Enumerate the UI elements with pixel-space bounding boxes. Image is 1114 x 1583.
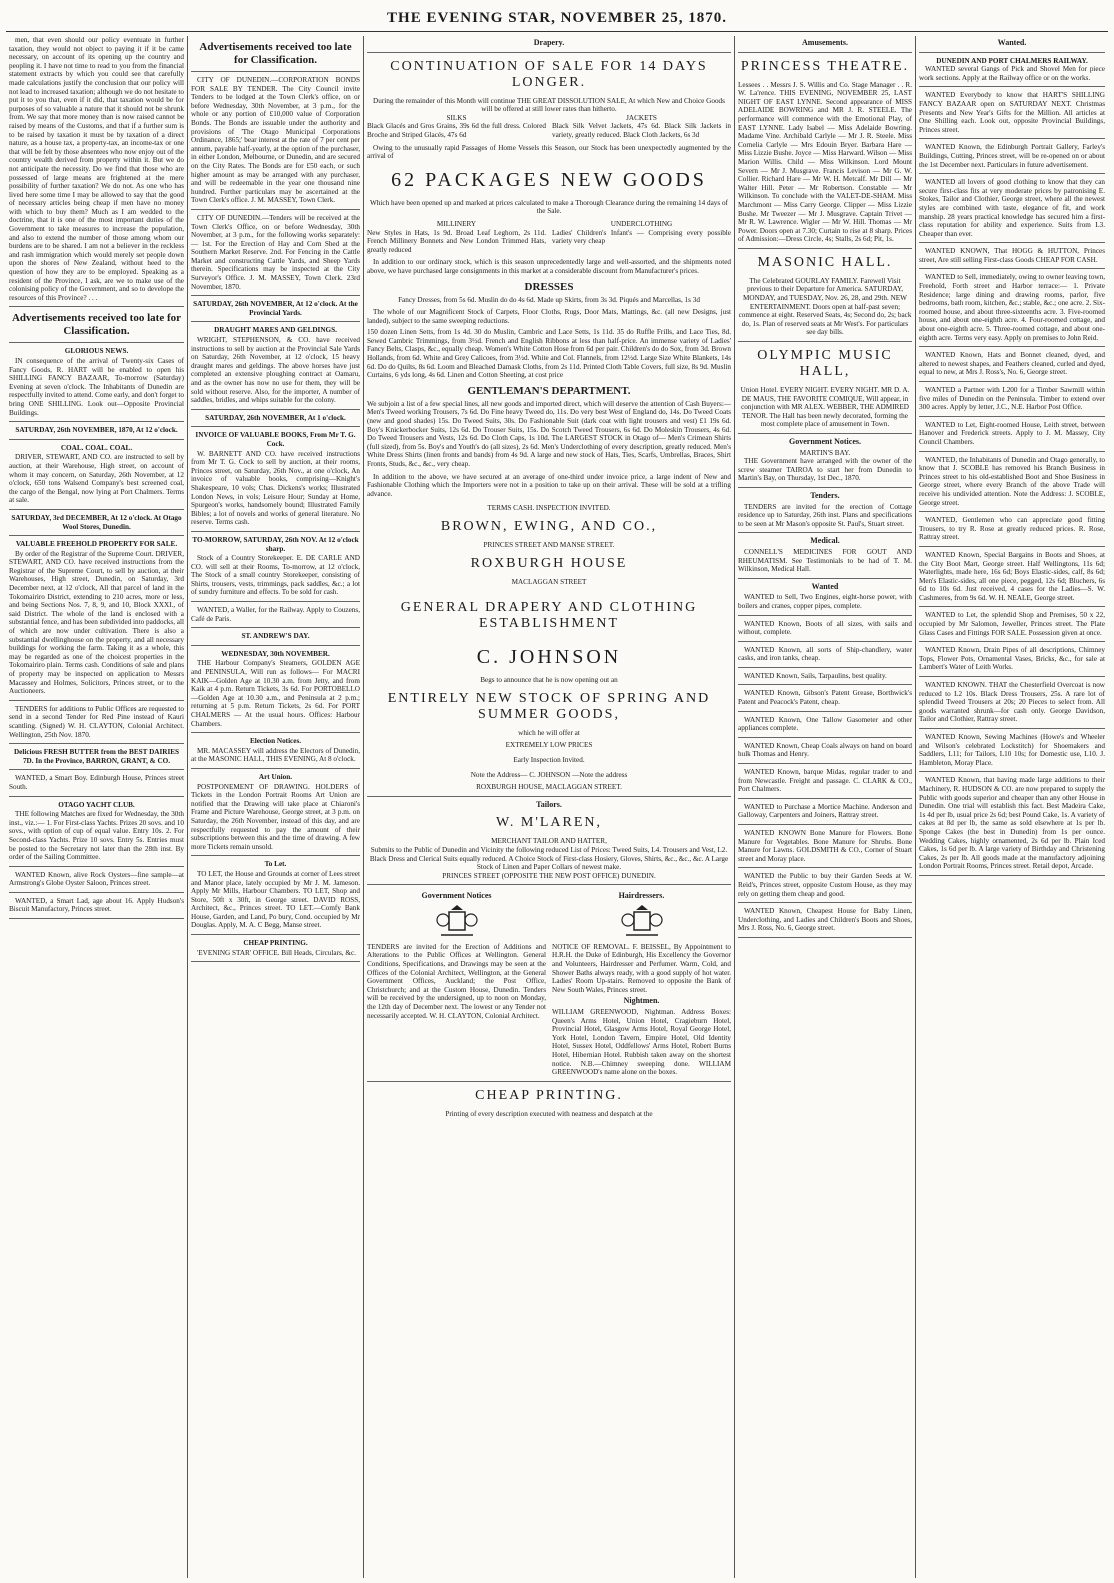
wanted-item: WANTED to Let, Eight-roomed House, Leith street, between Hanover and Frederick streets. Apply to J. M. Massey, City Council Chambers. bbox=[919, 420, 1105, 446]
newspaper-title: THE EVENING STAR, NOVEMBER 25, 1870. bbox=[387, 10, 727, 26]
ad-body: IN consequence of the arrival of Twenty-six Cases of Fancy Goods, R. HART will be enabled to open his SHILLING FANCY BAZAAR, To-morrow (Saturday) Evening at seven o'clock. The Inhabitants of Dunedin are respectfully invited to attend. Come early, and don't forget to bring ONE SHILLING. Look out—Opposite Provincial Buildings. bbox=[9, 357, 184, 417]
column-4 bbox=[734, 36, 915, 1578]
closing-paragraph: In addition to the above, we have secured at an average of one-third under invoice price, a large indent of New and Fashionable Clothing which the Importers were not in a position to take up on their arrival. These will be sold at a trifling advance. bbox=[367, 472, 731, 498]
classified-ad bbox=[191, 414, 360, 428]
ad-heading: SATURDAY, 26th NOVEMBER, 1870, At 12 o'clock. bbox=[15, 426, 178, 435]
divider bbox=[738, 684, 912, 685]
gents-heading: GENTLEMAN'S DEPARTMENT. bbox=[467, 384, 631, 397]
section-wanted: Wanted. bbox=[997, 38, 1027, 47]
ad-body: TO LET, the House and Grounds at corner of Lees street and Manor place, lately occupied by Mr J. M. Jameson. Apply Mr Mills, Harbour Chambers. TO LET, Shop and Store, 50ft x 30ft, in George street. DAVID ROSS, Architect, &c., Princes street. TO LET.—Comfy Bank House, Garden, and Land, Po bury, Cond. occupied by Mr Douglas. Apply, M. A. C Begg, Manse street. bbox=[191, 869, 360, 930]
silks-body: Black Glacés and Gros Grains, 39s 6d the full dress. Colored Broche and Striped Glacés, 47s 6d bbox=[367, 122, 546, 139]
divider bbox=[919, 381, 1105, 382]
ad-body: WANTED, a Smart Boy. Edinburgh House, Princes street South. bbox=[9, 774, 184, 791]
ad-body: W. BARNETT AND CO. have received instructions from Mr T. G. Cock to sell by auction, at their rooms, Princes street, on Saturday, 26th Nov., at one o'clock, An invoice of valuable books, comprising—Knight's Shakespeare, 10 vols; Chas. Dickens's works; Illustrated London News, in vols; Leisure Hour; Sunday at Home, Spurgeon's works, handsomely bound; Illustrated Family Bibles; a lot of novels and works of general literature. No reserve. Terms cash. bbox=[191, 449, 360, 527]
ad-body: THE Harbour Company's Steamers, GOLDEN AGE and PENINSULA, Will run as follows— For MACRI KAIK—Golden Age at 10.30 a.m. from Jetty, and from Kaik at 4 p.m. Return Tickets, 3s 6d. For PORTOBELLO—Golden Age at 10.30 a.m., and Peninsula at 2 p.m.; returning at 5 p.m. Return Tickets, 2s 6d. For PORT CHALMERS — At the usual hours. Offices: Harbour Chambers. bbox=[191, 659, 360, 728]
classified-ad bbox=[9, 705, 184, 744]
divider bbox=[9, 342, 184, 343]
underclothing-heading: UNDERCLOTHING bbox=[610, 219, 673, 228]
divider bbox=[191, 645, 360, 646]
classified-ad bbox=[191, 214, 360, 296]
divider bbox=[738, 52, 912, 53]
classified-ad bbox=[9, 540, 184, 701]
wanted-item: WANTED Known, Boots of all sizes, with sails and without, complete. bbox=[738, 619, 912, 637]
ad-body: CITY OF DUNEDIN.—Tenders will be received at the Town Clerk's Office, on or before Wednesday, 30th November, at 3 p.m., for the following works separately:— 1st. For the Erection of Hay and Corn Shed at the Southern Market Reserve. 2nd. For Fencing in the Cattle Market and constructing Cattle Yards, and Sheep Yards therein. Specifications may be inspected at the City Surveyor's Office. J. M. MASSEY, Town Clerk. 23rd November, 1870. bbox=[191, 213, 360, 291]
masonic-hall-heading: MASONIC HALL. bbox=[757, 254, 893, 270]
wanted-item: WANTED to Purchase a Mortice Machine. Anderson and Galloway, Carpenters and Joiners, Rattray street. bbox=[738, 802, 912, 820]
ad-heading: TO-MORROW, SATURDAY, 26th NOV. At 12 o'clock sharp. bbox=[192, 535, 359, 553]
railway-heading: DUNEDIN AND PORT CHALMERS RAILWAY. bbox=[936, 56, 1088, 65]
divider bbox=[738, 902, 912, 903]
ad-body: WRIGHT, STEPHENSON, & CO. have received instructions to sell by auction at the Provincial Sale Yards on Saturday, 26th November, at 12 o'clock, 15 heavy draught mares and geldings. The above horses have just completed an extensive ploughing contract at Oamaru, and as the owner has now no use for them, they will be sold without reserve. Also, for the importer, A number of saddles, bridles, and whips suitable for the colony. bbox=[191, 336, 360, 405]
wanted-item: WANTED to Sell, Two Engines, eight-horse power, with boilers and cranes, copper pipes, complete. bbox=[738, 593, 912, 610]
divider bbox=[919, 606, 1105, 607]
divider bbox=[191, 409, 360, 410]
section-medical: Medical. bbox=[810, 536, 840, 546]
section-late-heading: Advertisements received too late for Classification. bbox=[11, 312, 181, 338]
johnson-intro: Begs to announce that he is now opening out an bbox=[480, 676, 618, 685]
sale-intro: During the remainder of this Month will continue THE GREAT DISSOLUTION SALE, At which New and Choice Goods will be offered at still lower rates than hitherto. bbox=[373, 96, 725, 114]
wanted-item: WANTED Known, barque Midas, regular trader to and from Newcastle. Freight and passage. C. CLARK & CO., Port Chalmers. bbox=[738, 768, 912, 794]
johnson-inspect: Early Inspection Invited. bbox=[513, 755, 585, 764]
silks-heading: SILKS bbox=[446, 113, 467, 122]
ad-heading: GLORIOUS NEWS. bbox=[64, 347, 129, 356]
divider bbox=[9, 535, 184, 536]
section-tenders: Tenders. bbox=[810, 490, 840, 500]
section-tailors: Tailors. bbox=[536, 799, 562, 809]
divider bbox=[919, 173, 1105, 174]
wanted-item: WANTED to Let, the splendid Shop and Premises, 50 x 22, occupied by Mr Salomon, Jeweller, Princes street. The Plate Glass Cases and Fittings FOR SALE. Possession given at once. bbox=[919, 611, 1105, 637]
gents-body: We subjoin a list of a few special lines, all new goods and imported direct, which will deserve the attention of Cash Buyers:— Men's Tweed working Trousers, 7s 6d. Do Fine heavy Tweed do, 11s. Do very best West of England do, 14s. Do Tweed Coats (new and good shades) 15s. Do Tweed Suits, 30s. Do Fashionable Suit (dark coat with light trousers and vest) £1 19s 6d. Boy's Knickerbocker Suits, 12s 6d. Do Trouser Suits, 15s. Do Scotch Tweed Trousers, 6s 6d. Do Moleskin Trousers, 4s 6d. Do Tweed Trousers and Vests, 12s 6d. Do Cloth Caps, 1s 10d. The LARGEST STOCK in Otago of— Men's Crimean Shirts (full sized), from 5s. Boy's and Youth's do (all sizes), 2s 6d. Men's Underclothing of every description, greatly reduced. Men's White Dress Shirts (linen fronts and bands) from 4s 9d. A large and new stock of Hats, Ties, Scarfs, Umbrellas, Braces, Shirt Fronts, Studs, &c., &c., very cheap. bbox=[367, 399, 731, 468]
section-government: Government Notices. bbox=[789, 437, 861, 446]
wanted-item: WANTED Known, that having made large additions to their Machinery, R. HUDSON & CO. are now prepared to supply the Public with goods superior and cheaper than any other House in Dunedin. One trial will establish this fact. Best Madeira Cake, 1s 4d per lb, usual price 2s 6d; best Pound Cake, 1s. A variety of cakes at 8d per lb, the same as sold elsewhere at 1s per lb. Sponge Cakes (the best in Dunedin) from 1s per ounce. Wedding Cakes, highly ornamented, 2s 6d per lb. Plain Iced Cakes, 1s 6d per lb. A large variety of Birthday and Christening Cakes, 2s per lb. All goods made at the manufactory adjoining London Portrait Rooms, Princes street. Retail depot, Arcade. bbox=[919, 776, 1105, 871]
wanted-item: WANTED several Gangs of Pick and Shovel Men for piece work sections. Apply at the Railway office or on the works. bbox=[919, 65, 1105, 82]
classified-ad bbox=[9, 774, 184, 796]
divider bbox=[367, 796, 731, 797]
classified-ad bbox=[9, 801, 184, 867]
divider bbox=[9, 796, 184, 797]
divider bbox=[919, 138, 1105, 139]
column-1 bbox=[6, 36, 187, 1578]
divider bbox=[191, 426, 360, 427]
wanted-item: WANTED Known, Cheap Coals always on hand on board hulk Thomas and Henry. bbox=[738, 741, 912, 759]
divider bbox=[919, 641, 1105, 642]
divider bbox=[738, 487, 912, 488]
wanted-item: WANTED Known, Sewing Machines (Howe's and Wheeler and Wilson's celebrated Lockstitch) for Shoemakers and Saddlers, L11; for Tailors, L10 10s; for Domestic use, L10. J. Hambleton, Moray Place. bbox=[919, 733, 1105, 767]
divider bbox=[738, 641, 912, 642]
brown-ewing-address: PRINCES STREET AND MANSE STREET. bbox=[483, 540, 615, 549]
classified-ad bbox=[9, 748, 184, 770]
section-hairdressers: Hairdressers. bbox=[618, 891, 665, 901]
millinery-body: New Styles in Hats, 1s 9d. Broad Leaf Leghorn, 2s 11d. French Millinery Bonnets and New London Trimmed Hats, greatly reduced bbox=[367, 228, 546, 254]
ad-body: DRIVER, STEWART, AND CO. are instructed to sell by auction, at their Warehouse, High street, on account of whom it may concern, on Saturday, 26th November, at 12 o'clock, 650 tons Walsend Company's best screened coal, the cargo of the Bengal, now lying at Port Chalmers. Terms at sale. bbox=[9, 453, 184, 505]
classified-ad bbox=[191, 431, 360, 532]
tailor-heading: W. M'LAREN, bbox=[495, 815, 603, 831]
ad-body: THE following Matches are fixed for Wednesday, the 30th inst., viz.:— 1. For First-class Yachts. Prizes 20 sovs. and 10 sovs., with option of cup of equal value. Entry 10s. 2. For Second-class Yachts. Prize 10 sovs. Entry 5s. Entries must be posted to the Secretary not later than the 28th inst. By order of the Sailing Committee. bbox=[9, 810, 184, 862]
ad-heading: SATURDAY, 3rd DECEMBER, At 12 o'clock. At Otago Wool Stores, Dunedin. bbox=[11, 513, 182, 531]
ad-heading: COAL. COAL. COAL. bbox=[60, 443, 133, 452]
johnson-address: ROXBURGH HOUSE, MACLAGGAN STREET. bbox=[476, 783, 622, 792]
cheap-printing-body: Printing of every description executed with neatness and despatch at the bbox=[445, 1109, 653, 1118]
divider bbox=[919, 52, 1105, 53]
divider bbox=[738, 578, 912, 579]
section-nightmen: Nightmen. bbox=[623, 996, 660, 1006]
linen-list: 150 dozen Linen Setts, from 1s 4d. 30 do Muslin, Cambric and Lace Setts, 1s 11d. 35 do Ruffle Frills, and Lace Ties, 8d. Sewed Cambric Trimmings, from 3½d. French and English Ribbons at less than half-price. An immense variety of Ladies' Fancy Belts, Clasps, &c., equally cheap. Women's White Cotton Hose from 6d per pair. Children's do do Sox, from 3d. Brown Hollands, from 6d. White and Grey Calicoes, from 3½d. White and Col. Flannels, from 12½d. Large Size White Blankets, 14s 6d. Do do Quilts, 8s 6d. Loom and Bleached Damask Cloths, from 2s 11d. Printed Cloth Table Covers, full size, 8s 9d. Muslin Curtains, 6 yds long, 4s 6d. Linen and Cotton Sheeting, at cost price bbox=[367, 328, 731, 380]
medical-body: CONNELL'S MEDICINES FOR GOUT AND RHEUMATISM. See Testimonials to be had of T. M. Wilkinson, Medical Hall. bbox=[738, 547, 912, 574]
ad-heading: INVOICE OF VALUABLE BOOKS, From Mr T. G. Cock. bbox=[195, 431, 356, 448]
wanted-item: WANTED, Gentlemen who can appreciate good fitting Trousers, to try R. Rose at greatly reduced prices. R. Rose, Rattray street. bbox=[919, 516, 1105, 542]
olympic-hall-heading: OLYMPIC MUSIC HALL, bbox=[757, 348, 893, 380]
roxburgh-sub: MACLAGGAN STREET bbox=[511, 577, 587, 586]
masthead-rule bbox=[6, 31, 1108, 32]
tailor-address: PRINCES STREET (OPPOSITE THE NEW POST OFFICE) DUNEDIN. bbox=[442, 871, 656, 880]
ad-heading: Election Notices. bbox=[249, 737, 302, 746]
divider bbox=[9, 866, 184, 867]
divider bbox=[191, 601, 360, 602]
classified-ad bbox=[9, 871, 184, 893]
johnson-prices: EXTREMELY LOW PRICES bbox=[505, 741, 593, 750]
divider bbox=[191, 768, 360, 769]
classified-ad bbox=[191, 650, 360, 733]
section-government: Government Notices bbox=[421, 891, 492, 901]
classified-ad bbox=[191, 326, 360, 409]
underclothing-body: Ladies' Children's Infant's — Comprising every possible variety very cheap bbox=[552, 228, 731, 246]
divider bbox=[919, 416, 1105, 417]
classified-ad bbox=[191, 76, 360, 210]
divider bbox=[9, 306, 184, 307]
wanted-item: WANTED KNOWN. THAT the Chesterfield Overcoat is now reduced to L2 10s. Black Dress Trousers, 25s. A rare lot of splendid Tweed Trousers at 20s; 20 Pieces to select from. All goods warranted shrunk—for cash only. George Davidson, Tailor and Clothier, Rattray street. bbox=[919, 681, 1105, 724]
ad-body: POSTPONEMENT OF DRAWING. HOLDERS of Tickets in the London Portrait Rooms Art Union are notified that the Drawing will take place at Chiaroni's Frame and Picture Warehouse, George street, at 3 p.m. on Saturday, the 26th November, instead of this day, and are respectfully requested to pay the amount of their subscriptions between this and the time of drawing. A few more Tickets remain unsold. bbox=[191, 782, 360, 851]
wanted-item: WANTED KNOWN Bone Manure for Flowers. Bone Manure for Vegetables. Bone Manure for Shrubs. Bone Manure for Lawns. GOLDSMITH & CO., Corner of Stuart street and Moray place. bbox=[738, 829, 912, 863]
ad-heading: DRAUGHT MARES AND GELDINGS. bbox=[214, 326, 337, 335]
divider bbox=[9, 743, 184, 744]
ad-heading: SATURDAY, 26th NOVEMBER, At 12 o'clock. At the Provincial Yards. bbox=[193, 300, 358, 317]
divider bbox=[738, 867, 912, 868]
wanted-list bbox=[738, 593, 912, 938]
section-amusements: Amusements. bbox=[802, 38, 848, 47]
divider bbox=[191, 961, 360, 962]
classified-ad bbox=[9, 897, 184, 919]
divider bbox=[919, 875, 1105, 876]
wanted-item: WANTED Known, One Tallow Gasometer and other appliances complete. bbox=[738, 715, 912, 733]
section-drapery: Drapery. bbox=[533, 38, 565, 47]
wanted-item: WANTED to Sell, immediately, owing to owner leaving town, Freehold, Forth street and Harbor terrace:— 1. Private Residence; large dining and drawing rooms, parlor, five bedrooms, bath room, kitchen, &c.; stable, &c.; one acre. 2. Six-roomed house, and about three-sixteenths acre. 3. Five-roomed house, and about one-eighth acre. 4. Four-roomed cottage, and about one-eighth acre. 5. Three-roomed cottage, and about one-eighth acre. Terms very easy. Apply on premises to John Reid. bbox=[919, 273, 1105, 342]
ad-heading: OTAGO YACHT CLUB. bbox=[58, 800, 135, 809]
wanted-item: WANTED Known, Hats and Bonnet cleaned, dyed, and altered to newest shapes, and Feathers cleaned, curled and dyed, equal to new, at Mrs J. Ross's, No. 6, George street. bbox=[919, 351, 1105, 377]
bottom-notices bbox=[367, 889, 731, 1077]
classified-ad bbox=[191, 939, 360, 962]
divider bbox=[191, 531, 360, 532]
divider bbox=[919, 728, 1105, 729]
divider bbox=[9, 700, 184, 701]
brown-ewing-heading: BROWN, EWING, AND CO., bbox=[440, 518, 658, 534]
divider bbox=[9, 769, 184, 770]
divider bbox=[738, 824, 912, 825]
divider bbox=[9, 439, 184, 440]
column-5 bbox=[915, 36, 1108, 1578]
divider bbox=[9, 892, 184, 893]
royal-crest-icon bbox=[618, 904, 666, 940]
classified-ad bbox=[191, 300, 360, 322]
carpet-paragraph: The whole of our Magnificent Stock of Carpets, Floor Cloths, Rugs, Door Mats, Mattings, &c. (all new Designs, just landed), subject to the same sweeping reductions. bbox=[367, 308, 731, 325]
terms: TERMS CASH. INSPECTION INVITED. bbox=[487, 504, 611, 513]
divider bbox=[9, 421, 184, 422]
divider bbox=[191, 627, 360, 628]
classified-ad bbox=[191, 737, 360, 769]
ad-body: WANTED, a Waller, for the Railway. Apply to Couzens, Café de Paris. bbox=[191, 606, 360, 623]
wanted-item: WANTED Known, Cheapest House for Baby Linen, Underclothing, and Ladies and Children's Boots and Shoes, Mrs J. Ross, No. 6, George street. bbox=[738, 907, 912, 933]
jackets-heading: JACKETS bbox=[626, 113, 657, 122]
tailor-sub: MERCHANT TAILOR AND HATTER, bbox=[491, 837, 607, 846]
jackets-body: Black Silk Velvet Jackets, 47s 6d. Black Silk Jackets in variety, greatly reduced. Black Cloth Jackets, 6s 3d bbox=[552, 122, 731, 139]
classified-list bbox=[9, 347, 184, 919]
divider bbox=[367, 52, 731, 53]
ad-body: Stock of a Country Storekeeper. E. DE CARLE AND CO. will sell at their Rooms, To-morrow, at 12 o'clock, The Stock of a small country Storekeeper, consisting of Shirts, trousers, vests, trimmings, pack saddles, &c.; a lot of sundry furniture and effects. To be sold for cash. bbox=[191, 554, 360, 597]
divider bbox=[738, 341, 912, 342]
ad-body: By order of the Registrar of the Supreme Court. DRIVER, STEWART, AND CO. have received instructions from the Registrar of the Supreme Court, to sell by auction, at their Warehouses, High street, Dunedin, on Saturday, 3rd December next, at 12 o'clock, All that parcel of land in the Tokomairiro District, extending to 210 acres, more or less, and being Sections Nos. 7, 8, 9, and 10, Block XXXI., of said District. The whole of the land is enclosed with a substantial fence, and has been subdivided into paddocks, all of which are now under cultivation. There is also a substantial dwellinghouse on the property, and all necessary buildings for working the farm. Taking it as a whole, this may be regarded as one of the choicest properties in the Tokomairiro plain. Terms cash. Conditions of sale and plans of property may be inspected on application to Messrs Macassey and Holmes, Solicitors, Princes street, or to the Auctioneers. bbox=[9, 549, 184, 696]
ad-heading: Delicious FRESH BUTTER from the BEST DAIRIES 7D. In the Province, BARRON, GRANT, & CO. bbox=[13, 748, 180, 765]
wanted-item: WANTED Known, all sorts of Ship-chandlery, water casks, and iron tanks, cheap. bbox=[738, 645, 912, 663]
millinery-underclothing bbox=[367, 220, 731, 254]
johnson-note: Note the Address— C. JOHNSON —Note the address bbox=[470, 770, 628, 779]
divider bbox=[191, 934, 360, 935]
gde-heading: GENERAL DRAPERY AND CLOTHING ESTABLISHMENT bbox=[400, 600, 698, 632]
dresses-heading: DRESSES bbox=[524, 280, 574, 293]
masonic-hall-body: The Celebrated GOURLAY FAMILY. Farewell Visit previous to their Departure for America. SATURDAY, MONDAY, and TUESDAY, Nov. 26, 28, and 29th. NEW ENTERTAINMENT. Doors open at half-past seven; commence at eight. Reserved Seats, 4s; Second do, 2s; back do, 1s. Plan of reserved seats at Mr West's. For particulars see day bills. bbox=[738, 276, 912, 337]
divider bbox=[191, 732, 360, 733]
royal-crest-icon bbox=[433, 904, 481, 940]
divider bbox=[919, 546, 1105, 547]
divider bbox=[367, 884, 731, 885]
leader-article: men, that even should our policy eventuate in further taxation, they would not object to paying it if it be came necessary, on account of its opening up the country and peopling it. I have not time to read to you from the financial statement extracts by which you could see that carefully made calculations justify the conclusion that our policy will not lead to increased taxation; although we do not hesitate to put it to you that, even if it did, that taxation would be for purposes of so valuable a nature that it should not be shrunk from. We say that more money than is now raised cannot be raised by means of the Customs, and that if a further sum is to be raised by taxation it must be by taxation of a direct nature, as a house tax, a property-tax, an income-tax or one that will be felt by those absentees who now enjoy out of the country wealth derived from property within it. But we do not anticipate the necessity. Do we find that those who are possessed of large means are frightened at the mere possibility of further taxation? We do not. As one who has lived here some time I may be allowed to say that the good of necessary articles being cheap if men have no money with which to buy them? Much as I am wedded to the doctrine, that it is one of the most important duties of the Government to take measures to increase the population, and also to extend the number of those among whom our burdens are to be shared. I am not a believer in the reckless and rash immigration which would merely set people down upon the shores of New Zealand, without heed to the question of how they are to be employed. Speaking as a resident of the Province, I ask, are we to make use of the colonising policy of the Government, and so to develope the resources of this Province? . . . bbox=[9, 36, 184, 302]
gov-tender-body: TENDERS are invited for the Erection of Additions and Alterations to the Public Offices at Wellington. General Conditions, Specifications, and Drawings may be seen at the Offices of the Colonial Architect, Wellington, at the General Government Offices, Auckland; the Post Office, Christchurch; and at the Custom House, Dunedin. Tenders will be received by the undersigned, up to noon on Monday, the 12th day of December next. The lowest or any Tender not necessarily accepted. W. H. CLAYTON, Colonial Architect. bbox=[367, 942, 546, 1020]
wanted-item: WANTED Known, Sails, Tarpaulins, best quality. bbox=[744, 671, 887, 680]
tailor-body: Submits to the Public of Dunedin and Vicinity the following reduced List of Prices: Tweed Suits, L4. Trousers and Vest, L2. Black Dress and Clerical Suits equally reduced. A Choice Stock of First-class Hosiery, Gloves, Shirts, &c., &c., &c. A Large Stock of Linen and Paper Collars of newest make. bbox=[369, 845, 729, 872]
divider bbox=[191, 855, 360, 856]
packages-heading: 62 PACKAGES NEW GOODS bbox=[391, 168, 707, 191]
wanted-item: WANTED Known, the Edinburgh Portrait Gallery, Farley's Buildings, Cutting, Princes street, will be re-opened on or about the 1st December next. Particulars in future advertisement. bbox=[919, 143, 1105, 169]
princess-theatre-heading: PRINCESS THEATRE. bbox=[740, 58, 910, 74]
divider bbox=[919, 86, 1105, 87]
ad-heading: To Let. bbox=[264, 860, 287, 869]
divider bbox=[919, 242, 1105, 243]
divider bbox=[919, 346, 1105, 347]
wanted-item: WANTED Everybody to know that HART'S SHILLING FANCY BAZAAR open on SATURDAY NEXT. Christmas Presents and New Year's Gifts for the Million. All articles at One Shilling each. Look out, opposite Provincial Buildings, Princes street. bbox=[919, 91, 1105, 134]
hairdresser-body: NOTICE OF REMOVAL. F. BEISSEL, By Appointment to H.R.H. the Duke of Edinburgh, His Excellency the Governor and Volunteers, Hairdresser and Perfumer. Warm, Cold, and Shower Baths always ready, with a good supply of hot water. Ladies' Room Up-stairs. Removed to opposite the Bank of New South Wales, Princes street. bbox=[552, 942, 731, 994]
ad-heading: CHEAP PRINTING. bbox=[243, 939, 308, 948]
packages-intro: Owing to the unusually rapid Passages of Home Vessels this Season, our Stock has been unexpectedly augmented by the arrival of bbox=[367, 143, 731, 161]
wanted-item: WANTED Known, Drain Pipes of all descriptions, Chimney Tops, Flower Pots, Ornamental Vases, Bricks, &c., for sale at Lambert's Water of Leith Works. bbox=[919, 646, 1105, 672]
princess-theatre-body: Lessees . . Messrs J. S. Willis and Co. Stage Manager . . R. W. La'rence. THIS EVENING, NOVEMBER 25, LAST NIGHT OF EAST LYNNE. Second appearance of MISS ADELAIDE BOWRING and MR J. R. STEELE. The performance will commence with the Emotional Play, of EAST LYNNE. Lady Isabel — Miss Adelaide Bowring. Madame Vine. Archibald Carlyle — Mr J. R. Steele. Miss Cornelia Carlyle — Mrs Edouin Bryer. Barbara Hare — Miss Lizzie Bushe. Joyce — Miss Harward. Wilson — Miss Marion Willis. Child — Miss Wilkinson. Lord Mount Severn — Mr J. Musgrave. Francis Levison — Mr G. W. Collier. Richard Hare — Mr W. H. Metcalf. Mr Dill — Mr Walter Hill. Peter — Mr Robertson. Constable — Mr Wilkinson. To conclude with the VALET-DE-SHAM. Miss Marchmont — Miss Carry George. Clipper — Miss Lizzie Bushe. Mr Tweezer — Mr J. Musgrave. Captain Trivet — Mr R. W. Lawrence. Wigler — Mr W. Hill. Thomas — Mr Power. Doors open at 7.30; Curtain to rise at 8 sharp. Prices of Admission:—Dress Circle, 4s; Stalls, 2s 6d; Pit, 1s. bbox=[738, 80, 912, 244]
silks-jackets bbox=[367, 114, 731, 140]
divider bbox=[367, 1081, 731, 1082]
divider bbox=[919, 771, 1105, 772]
divider bbox=[919, 511, 1105, 512]
classified-ad bbox=[9, 426, 184, 440]
ad-heading: Art Union. bbox=[258, 772, 293, 781]
classified-ad bbox=[191, 606, 360, 628]
wanted-item: WANTED the Public to buy their Garden Seeds at W. Reid's, Princes street, opposite Custom House, as they may rely on getting them cheap and good. bbox=[738, 872, 912, 898]
classified-ad bbox=[9, 347, 184, 422]
divider bbox=[191, 295, 360, 296]
wanted-item: WANTED all lovers of good clothing to know that they can secure first-class fits at very moderate prices by patronising E. Stokes, Tailor and Clothier, George street, where all the newest styles are combined with taste, elegance of fit, and work manship. 28 years practical knowledge has secured him a first-class reputation for ability and experience. Suits from L3. Cheaper than ever. bbox=[919, 178, 1105, 238]
classified-ad bbox=[9, 444, 184, 510]
ad-heading: VALUABLE FREEHOLD PROPERTY FOR SALE. bbox=[15, 540, 178, 549]
wanted-item: WANTED KNOWN, That HOGG & HUTTON, Princes street, Are still selling First-class Goods CHEAP FOR CASH. bbox=[919, 247, 1105, 264]
ad-heading: ST. ANDREW'S DAY. bbox=[241, 632, 310, 641]
divider bbox=[738, 433, 912, 434]
wanted-list bbox=[919, 65, 1105, 876]
olympic-hall-body: Union Hotel. EVERY NIGHT. EVERY NIGHT. MR D. A. DE MAUS, THE FAVORITE COMIQUE, Will appear, in conjunction with MR ALEX. WEBBER, THE ADMIRED TENOR. The Hall has been newly decorated, forming the most complete place of amusement in Town. bbox=[740, 386, 910, 429]
wanted-item: WANTED a Partner with L200 for a Timber Sawmill within five miles of Dunedin on the Peninsula. Timber to extend over 300 acres. Apply by letter, J.C., N.E. Harbor Post Office. bbox=[919, 386, 1105, 412]
nightman-body: WILLIAM GREENWOOD, Nightman. Address Boxes: Queen's Arms Hotel, Union Hotel, Cragieburn Hotel, Provincial Hotel, Glasgow Arms Hotel, Royal George Hotel, York Hotel, London Tavern, Empire Hotel, Old Identity Hotel, Sussex Hotel, Oddfellows' Arms Hotel, Robert Burns Hotel, Hibernian Hotel. Rubbish taken away on the shortest notice. N.B.—Chimney sweeping done. WILLIAM GREENWOOD's name alone on the boxes. bbox=[552, 1008, 731, 1077]
johnson-heading: C. JOHNSON bbox=[476, 646, 622, 669]
section-wanted: Wanted bbox=[811, 581, 839, 591]
ad-body: WANTED, a Smart Lad, age about 16. Apply Hudson's Biscuit Manufactory, Princes street. bbox=[9, 896, 184, 914]
martins-bay-heading: MARTIN'S BAY. bbox=[799, 448, 851, 457]
roxburgh-heading: ROXBURGH HOUSE bbox=[470, 555, 628, 571]
divider bbox=[919, 268, 1105, 269]
wanted-item: WANTED, the Inhabitants of Dunedin and Otago generally, to know that J. SCOBLE has removed his Branch Business in Princes street to his old-established Boot and Shoe Business in George street, where every Branch of the above Trade will receive his undivided attention. Note the Address: J. SCOBLE, George street. bbox=[919, 455, 1105, 507]
cheap-printing-heading: CHEAP PRINTING. bbox=[475, 1087, 623, 1103]
wanted-item: WANTED Known, Special Bargains in Boots and Shoes, at the City Boot Mart, George street. Half Wellingtons, 11s 6d; Waterlights, made here, 16s 6d; Boys Elastic-sides, calf, 8s 6d; Men's Elastic-sides, all one piece, pegged, 12s 6d; Bluchers, 6s 6d to 10s 6d. Just received, 4 cases for the Ladies—S. W. Cashmeres, from 9s 6d. W. H. NEALE, George street. bbox=[919, 550, 1105, 602]
millinery-heading: MILLINERY bbox=[436, 219, 477, 228]
stock-paragraph: In addition to our ordinary stock, which is this season unprecedentedly large and well-assorted, and the shipments noted above, we have purchased large consignments in this market at a considerable discount from Manufacturer's prices. bbox=[367, 258, 731, 275]
ad-body: MR. MACASSEY will address the Electors of Dunedin, at the MASONIC HALL, THIS EVENING, At 8 o'clock. bbox=[191, 746, 360, 764]
column-2 bbox=[187, 36, 363, 1578]
classified-ad bbox=[191, 632, 360, 646]
ad-heading: WEDNESDAY, 30th NOVEMBER. bbox=[221, 649, 330, 658]
divider bbox=[738, 615, 912, 616]
johnson-offer: which he will offer at bbox=[518, 728, 580, 737]
ad-body: TENDERS for additions to Public Offices are requested to send in a second Tender for Red Pine instead of Kauri scantling. (Signed) W. H. CLAYTON, Colonial Architect. Wellington, 25th Nov. 1870. bbox=[9, 704, 184, 739]
divider bbox=[191, 209, 360, 210]
martins-bay-body: THE Government have arranged with the owner of the screw steamer TAIROA to start her from Dunedin to Martin's Bay, on Thursday, 1st Dec., 1870. bbox=[738, 457, 912, 483]
divider bbox=[9, 509, 184, 510]
dresses-body: Fancy Dresses, from 5s 6d. Muslin do do 4s 6d. Made up Skirts, from 3s 3d. Piqués and Marcellas, 1s 3d bbox=[398, 295, 700, 304]
classified-ad bbox=[191, 536, 360, 602]
tenders-body: TENDERS are invited for the erection of Cottage residence up to Saturday, 26th inst. Plans and specifications to be seen at Mr Mason's opposite St. Paul's, Stuart street. bbox=[738, 502, 912, 528]
ad-heading: SATURDAY, 26th NOVEMBER, At 1 o'clock. bbox=[205, 413, 346, 422]
classified-ad bbox=[191, 860, 360, 935]
ad-body: CITY OF DUNEDIN.—CORPORATION BONDS FOR SALE BY TENDER. The City Council invite Tenders to be lodged at the Town Clerk's office, on or before Wednesday, 30th November, at 3 p.m., for the whole or any portion of £10,000 value of Corporation Bonds. The Bonds are issuable under the authority and provisions of 'The Otago Municipal Corporations Ordinance, 1865;' bear interest at the rate of 7 per cent per annum, payable half-yearly, at the option of the purchaser, in either London, Melbourne, or Dunedin, and are secured on the City Rates. The Bonds are for £50 each, or such higher amount as may be arranged with any purchaser, and will be redeemable in the year one thousand nine hundred. Further particulars may be ascertained at the Town Clerk's office. J. M. MASSEY, Town Clerk. bbox=[191, 76, 360, 205]
wanted-item: WANTED Known, Gibson's Patent Grease, Borthwick's Patent and Peacock's Patent, cheap. bbox=[738, 689, 912, 707]
divider bbox=[738, 711, 912, 712]
masthead bbox=[0, 0, 1114, 34]
classified-list bbox=[191, 76, 360, 962]
divider bbox=[738, 737, 912, 738]
divider bbox=[919, 451, 1105, 452]
divider bbox=[191, 321, 360, 322]
divider bbox=[9, 918, 184, 919]
divider bbox=[738, 937, 912, 938]
divider bbox=[738, 667, 912, 668]
packages-body: Which have been opened up and marked at prices calculated to make a Thorough Clearance during the remaining 14 days of the Sale. bbox=[370, 198, 728, 216]
divider bbox=[738, 532, 912, 533]
divider bbox=[738, 248, 912, 249]
ad-body: 'EVENING STAR' OFFICE. Bill Heads, Circulars, &c. bbox=[197, 948, 356, 957]
section-late-heading: Advertisements received too late for Classification. bbox=[199, 41, 352, 66]
johnson-stock: ENTIRELY NEW STOCK OF SPRING AND SUMMER GOODS, bbox=[387, 690, 711, 722]
column-3 bbox=[363, 36, 734, 1578]
sale-heading: CONTINUATION OF SALE FOR 14 DAYS LONGER. bbox=[390, 58, 708, 90]
divider bbox=[738, 798, 912, 799]
divider bbox=[191, 71, 360, 72]
classified-ad bbox=[191, 773, 360, 856]
divider bbox=[919, 676, 1105, 677]
classified-ad bbox=[9, 514, 184, 536]
ad-body: WANTED Known, alive Rock Oysters—fine sample—at Armstrong's Globe Oyster Saloon, Princes street. bbox=[9, 870, 184, 888]
divider bbox=[738, 763, 912, 764]
